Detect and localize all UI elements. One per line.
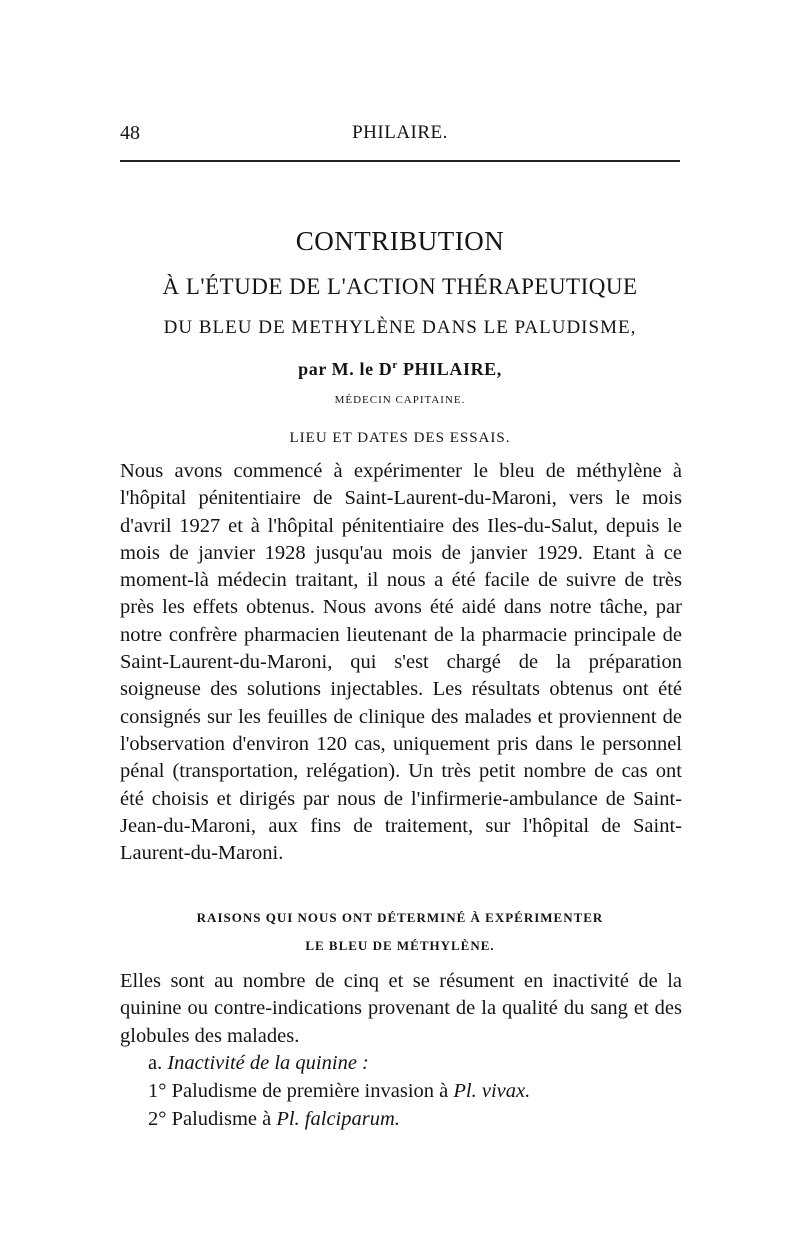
- header-rule: [120, 160, 680, 162]
- running-title: PHILAIRE.: [352, 122, 448, 143]
- article-title-line-1: CONTRIBUTION: [295, 226, 505, 256]
- list-item-a-text: Inactivité de la quinine :: [167, 1052, 369, 1074]
- section-heading-raisons-line-1: RAISONS QUI NOUS ONT DÉTERMINÉ À EXPÉRIMENTER: [196, 910, 604, 925]
- body-paragraph-1: Nous avons commencé à expérimenter le bleu de méthylène à l'hôpital pénitentiaire de Saint-Laurent-du-Maroni, vers le mois d'avril 1927 et à l'hôpital pénitentiaire des Iles-du-Salut, depuis le mois de janvier 1928 jusqu'au mois de janvier 1929. Etant à ce moment-là médecin traitant, il nous a été facile de suivre de très près les effets obtenus. Nous avons été aidé dans notre tâche, par notre confrère pharmacien lieutenant de la pharmacie principale de Saint-Laurent-du-Maroni, qui s'est chargé de la préparation soigneuse des solutions injectables. Les résultats obtenus ont été consignés sur les feuilles de clinique des malades et proviennent de l'observation d'environ 120 cas, uniquement pris dans le personnel pénal (transportation, relégation). Un très petit nombre de cas ont été choisis et dirigés par nous de l'infirmerie-ambulance de Saint-Jean-du-Maroni, aux fins de traitement, sur l'hôpital de Saint-Laurent-du-Maroni.: [120, 460, 682, 865]
- list-item-a: [148, 1050, 369, 1077]
- running-head: [120, 122, 680, 146]
- author-prefix: par M. le D: [298, 359, 393, 379]
- author-line: [120, 359, 680, 380]
- list-item-2-prefix: 2° Paludisme à: [148, 1108, 277, 1130]
- list-item-1-species: Pl. vivax.: [453, 1080, 531, 1102]
- list-item-1-prefix: 1° Paludisme de première invasion à: [148, 1080, 454, 1102]
- author-rank: MÉDECIN CAPITAINE.: [334, 394, 466, 406]
- list-item-1: [148, 1078, 530, 1105]
- author-title-sup: r: [392, 359, 398, 371]
- page-number: 48: [120, 122, 140, 144]
- list-item-2: [148, 1106, 400, 1133]
- author-name: PHILAIRE,: [397, 359, 502, 379]
- section-heading-lieu: LIEU ET DATES DES ESSAIS.: [289, 430, 511, 446]
- list-item-2-species: Pl. falciparum.: [276, 1108, 400, 1130]
- section-heading-raisons-line-2: LE BLEU DE MÉTHYLÈNE.: [305, 938, 495, 953]
- article-title-line-3: DU BLEU DE METHYLÈNE DANS LE PALUDISME,: [163, 317, 637, 338]
- body-paragraph-2: Elles sont au nombre de cinq et se résument en inactivité de la quinine ou contre-indications provenant de la qualité du sang et des globules des malades.: [120, 970, 682, 1047]
- article-title-line-2: À L'ÉTUDE DE L'ACTION THÉRAPEUTIQUE: [162, 274, 638, 299]
- list-item-a-label: a.: [148, 1052, 168, 1074]
